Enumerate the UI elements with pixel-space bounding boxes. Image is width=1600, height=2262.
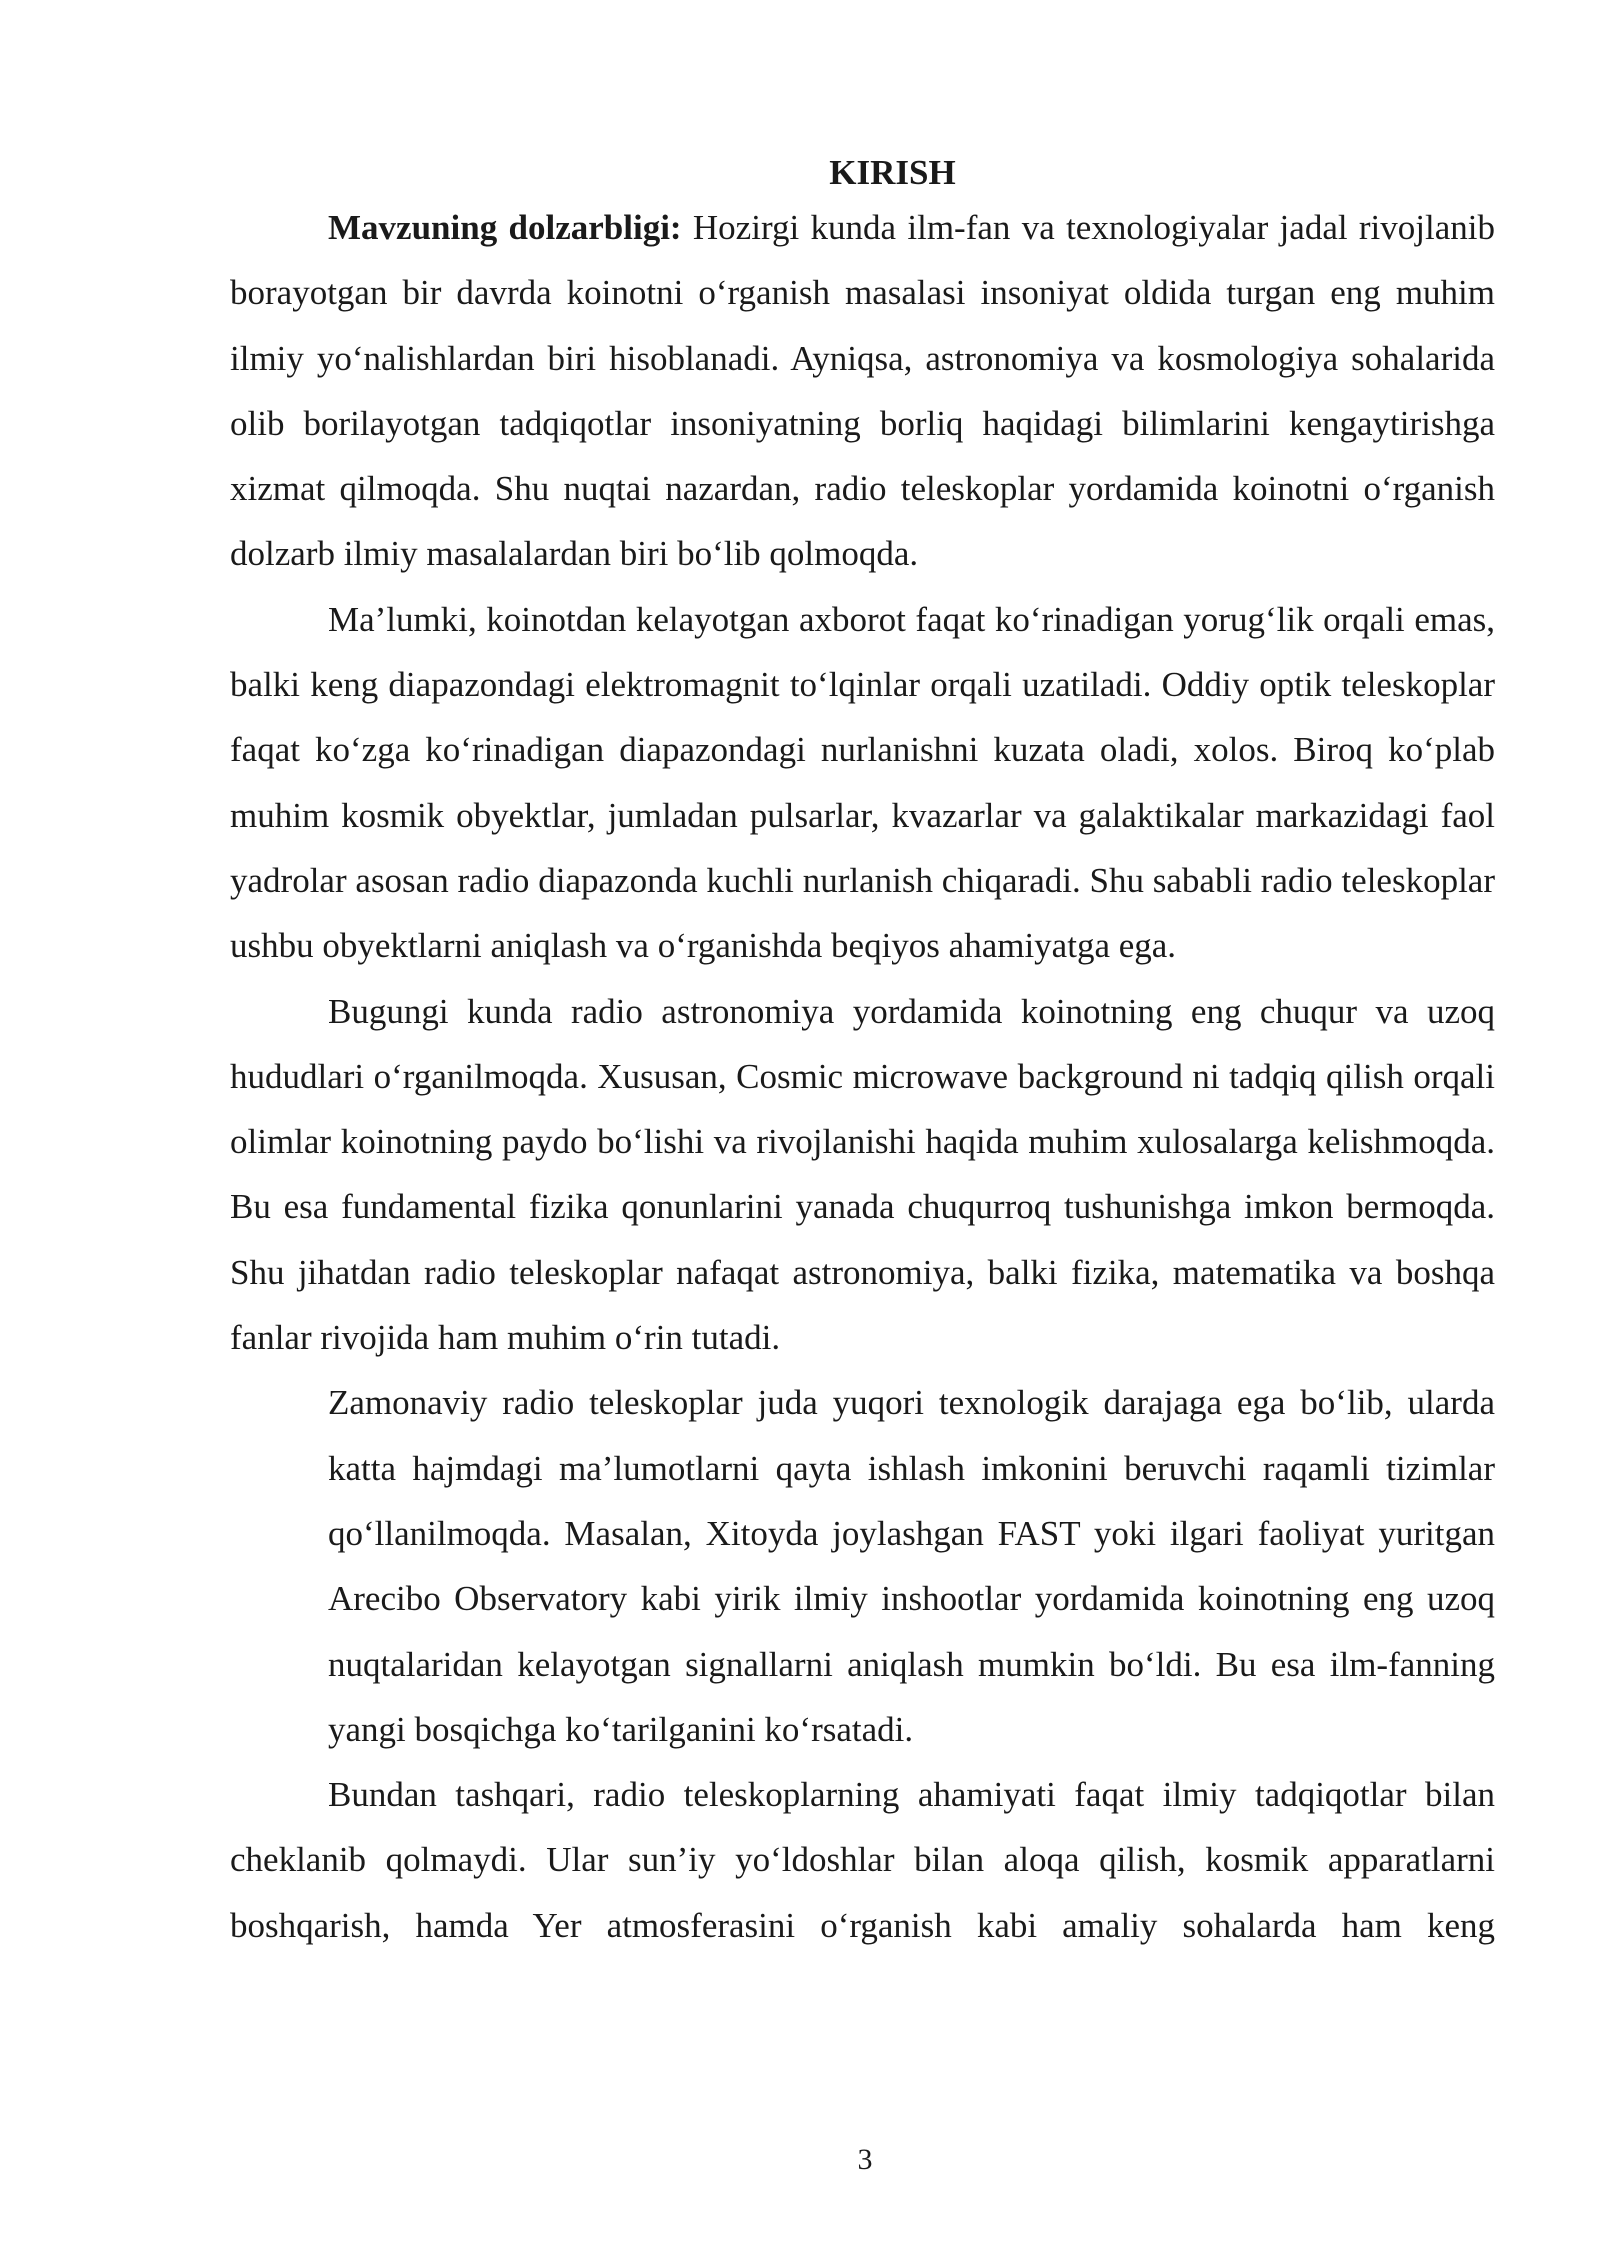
paragraph-text: Ma’lumki, koinotdan kelayotgan axborot faqat ko‘rinadigan yorug‘lik orqali emas, balki keng diapazondagi elektromagnit to‘lqinlar orqali uzatiladi. Oddiy optik teleskoplar faqat ko‘zga ko‘rinadigan diapazondagi nurlanishni kuzata oladi, xolos. Biroq ko‘plab muhim kosmik obyektlar, jumladan pulsarlar, kvazarlar va galaktikalar markazidagi faol yadrolar asosan radio diapazonda kuchli nurlanish chiqaradi. Shu sababli radio teleskoplar ushbu obyektlarni aniqlash va o‘rganishda beqiyos ahamiyatga ega.	[230, 599, 1495, 966]
paragraph-practical-uses	[230, 1762, 1495, 1958]
page-title: KIRISH	[829, 153, 956, 192]
paragraph-text: Bundan tashqari, radio teleskoplarning ahamiyati faqat ilmiy tadqiqotlar bilan cheklanib qolmaydi. Ular sun’iy yo‘ldoshlar bilan aloqa qilish, kosmik apparatlarni boshqarish, hamda Yer atmosferasini o‘rganish kabi amaliy sohalarda ham keng	[230, 1775, 1495, 1945]
paragraph-radio-astronomy	[230, 979, 1495, 1371]
relevance-label: Mavzuning dolzarbligi:	[328, 208, 682, 247]
page-number: 3	[857, 2143, 873, 2176]
paragraph-text: Hozirgi kunda ilm-fan va texnologiyalar jadal rivojlanib borayotgan bir davrda koinotni o‘rganish masalasi insoniyat oldida turgan eng muhim ilmiy yo‘nalishlardan biri hisoblanadi. Ayniqsa, astronomiya va kosmologiya sohalarida olib borilayotgan tadqiqotlar insoniyatning borliq haqidagi bilimlarini kengaytirishga xizmat qilmoqda. Shu nuqtai nazardan, radio teleskoplar yordamida koinotni o‘rganish dolzarb ilmiy masalalardan biri bo‘lib qolmoqda.	[230, 208, 1495, 574]
paragraph-text: Bugungi kunda radio astronomiya yordamida koinotning eng chuqur va uzoq hududlari o‘rganilmoqda. Xususan, Cosmic microwave background ni tadqiq qilish orqali olimlar koinotning paydo bo‘lishi va rivojlanishi haqida muhim xulosalarga kelishmoqda. Bu esa fundamental fizika qonunlarini yanada chuqurroq tushunishga imkon bermoqda. Shu jihatdan radio teleskoplar nafaqat astronomiya, balki fizika, matematika va boshqa fanlar rivojida ham muhim o‘rin tutadi.	[230, 991, 1495, 1358]
paragraph-electromagnetic	[230, 587, 1495, 979]
paragraph-text: Zamonaviy radio teleskoplar juda yuqori texnologik darajaga ega bo‘lib, ularda katta hajmdagi ma’lumotlarni qayta ishlash imkonini beruvchi raqamli tizimlar qo‘llanilmoqda. Masalan, Xitoyda joylashgan FAST yoki ilgari faoliyat yuritgan Arecibo Observatory kabi yirik ilmiy inshootlar yordamida koinotning eng uzoq nuqtalaridan kelayotgan signallarni aniqlash mumkin bo‘ldi. Bu esa ilm-fanning yangi bosqichga ko‘tarilganini ko‘rsatadi.	[328, 1383, 1495, 1749]
document-page	[230, 150, 1495, 1958]
paragraph-relevance	[230, 195, 1495, 587]
paragraph-modern-telescopes	[230, 1370, 1495, 1762]
